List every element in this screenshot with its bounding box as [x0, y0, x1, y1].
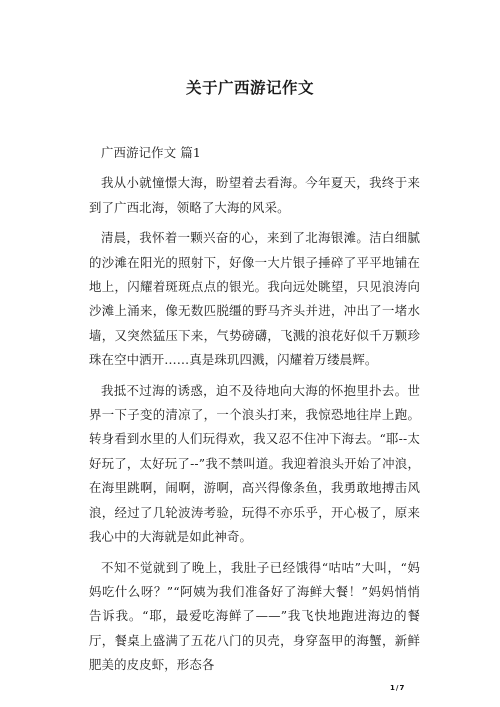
- page-current: 1: [390, 684, 395, 692]
- page-separator: /: [395, 684, 399, 692]
- paragraph: 不知不觉就到了晚上，我肚子已经饿得“咕咕”大叫，“妈妈吃什么呀？”“阿姨为我们准备好了海鲜大餐！”妈妈悄悄告诉我。“耶，最爱吃海鲜了——”我飞快地跑进海边的餐厅，餐桌上盛满了五花八门的贝壳，身穿盔甲的海蟹，新鲜肥美的皮皮虾，形态各: [89, 559, 420, 673]
- page-total: 7: [399, 684, 405, 692]
- paragraph: 我从小就憧憬大海，盼望着去看海。今年夏天，我终于来到了广西北海，领略了大海的风采。: [89, 175, 420, 215]
- page-number: [390, 684, 404, 692]
- paragraph: 清晨，我怀着一颗兴奋的心，来到了北海银滩。洁白细腻的沙滩在阳光的照射下，好像一大片银子捶碎了平平地铺在地上，闪耀着斑斑点点的银光。我向远处眺望，只见浪涛向沙滩上涌来，像无数匹脱缰的野马齐头并进，冲出了一堵水墙，又突然猛压下来，气势磅礴，飞溅的浪花好似千万颗珍珠在空中洒开……真是珠玑四溅，闪耀着万缕晨辉。: [89, 230, 420, 368]
- section-heading: 广西游记作文 篇1: [101, 145, 201, 160]
- document-body: [89, 141, 420, 678]
- paragraph: 我抵不过海的诱惑，迫不及待地向大海的怀抱里扑去。世界一下子变的清凉了，一个浪头打来，我惊恐地往岸上跑。转身看到水里的人们玩得欢，我又忍不住冲下海去。“耶--太好玩了，太好玩了--”我不禁叫道。我迎着浪头开始了冲浪，在海里跳啊，闹啊，游啊，高兴得像条鱼，我勇敢地搏击风浪，经过了几轮波涛考验，玩得不亦乐乎，开心极了，原来我心中的大海就是如此神奇。: [89, 382, 420, 545]
- document-title: 关于广西游记作文: [185, 78, 314, 97]
